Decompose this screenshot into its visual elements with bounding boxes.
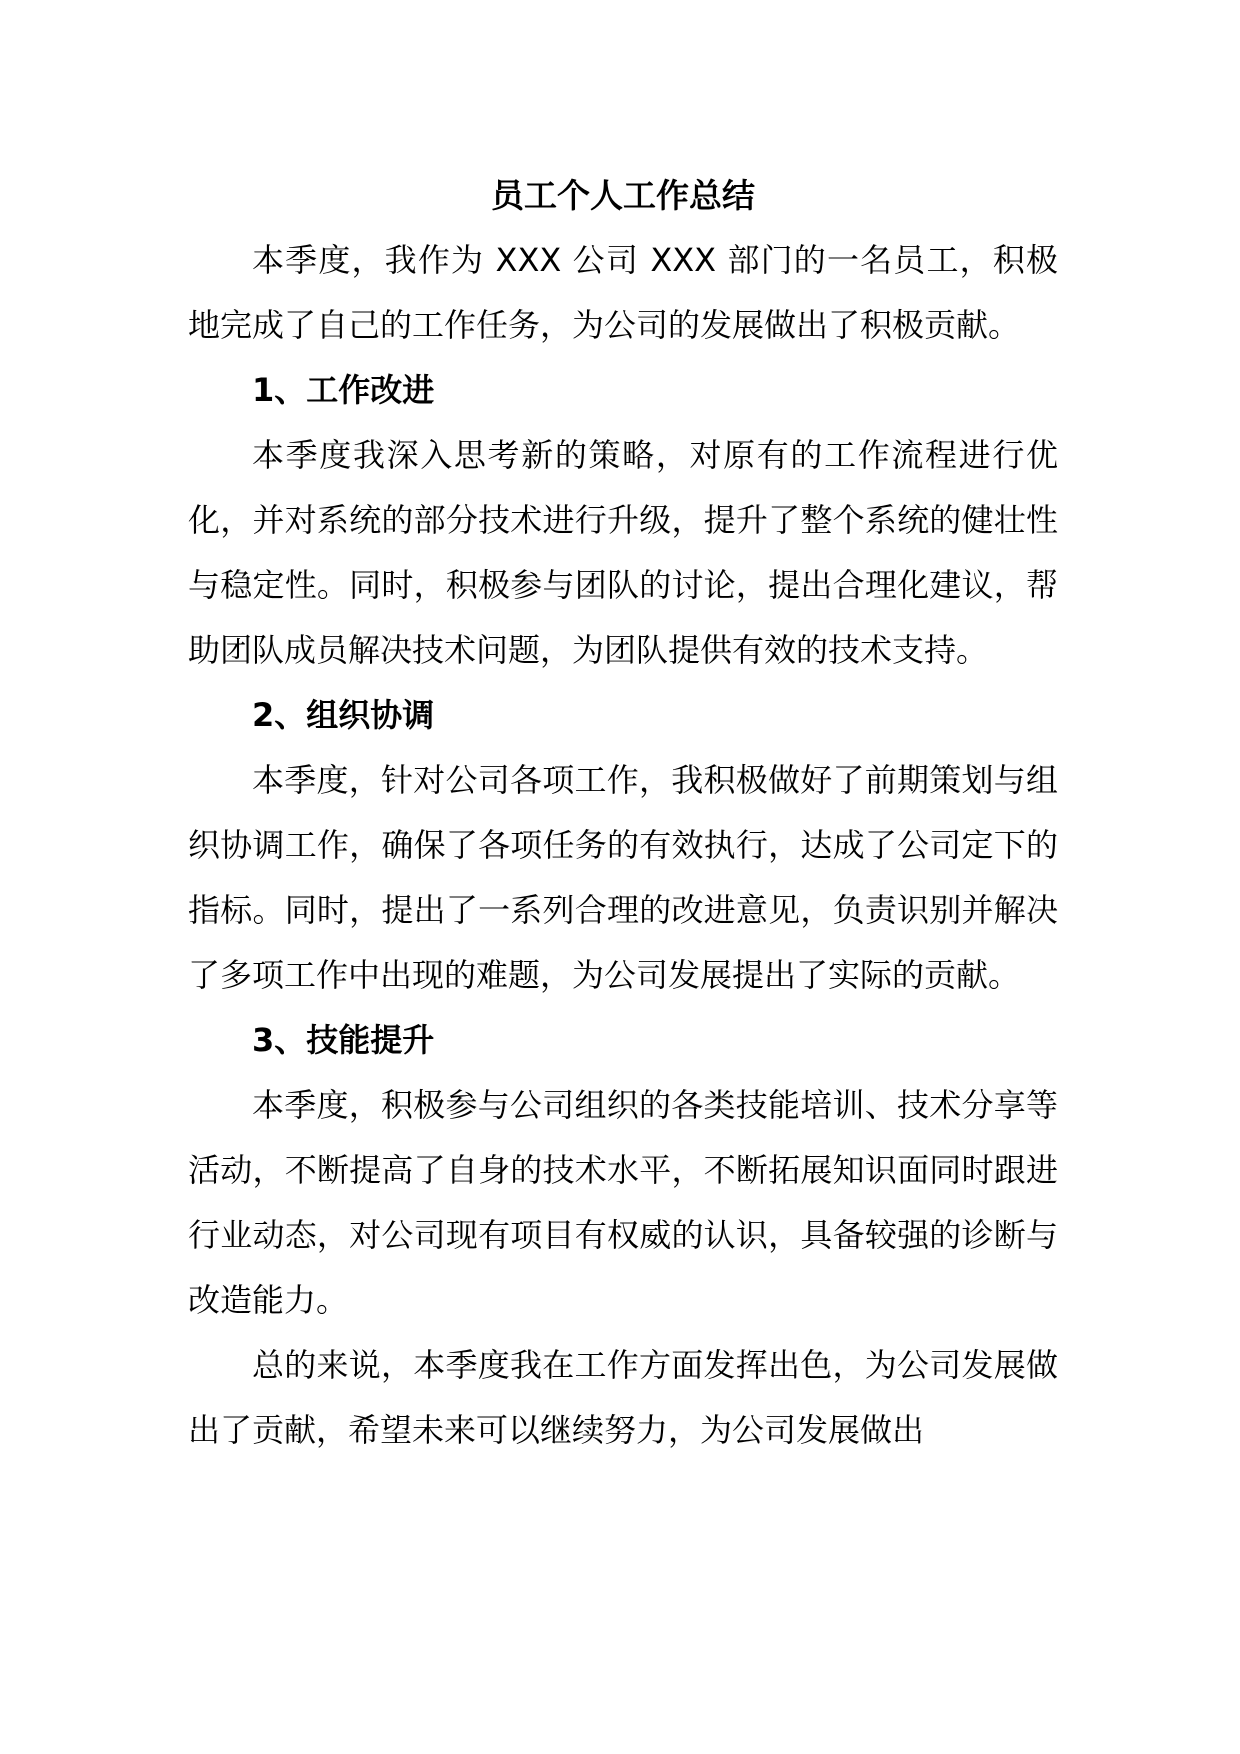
conclusion-paragraph: 总的来说，本季度我在工作方面发挥出色，为公司发展做出了贡献，希望未来可以继续努力，为公司发展做出 — [188, 1346, 1058, 1449]
section-heading-coordination: 2、组织协调 — [252, 696, 435, 734]
document-page — [188, 166, 1058, 1463]
section-heading-work-improvement: 1、工作改进 — [252, 371, 435, 409]
document-title: 员工个人工作总结 — [491, 176, 755, 215]
section-body-skill-improvement: 本季度，积极参与公司组织的各类技能培训、技术分享等活动，不断提高了自身的技术水平，不断拓展知识面同时跟进行业动态，对公司现有项目有权威的认识，具备较强的诊断与改造能力。 — [188, 1086, 1058, 1319]
intro-paragraph: 本季度，我作为 XXX 公司 XXX 部门的一名员工，积极地完成了自己的工作任务，为公司的发展做出了积极贡献。 — [188, 241, 1058, 344]
section-heading-skill-improvement: 3、技能提升 — [252, 1021, 435, 1059]
section-body-work-improvement: 本季度我深入思考新的策略，对原有的工作流程进行优化，并对系统的部分技术进行升级，提升了整个系统的健壮性与稳定性。同时，积极参与团队的讨论，提出合理化建议，帮助团队成员解决技术问题，为团队提供有效的技术支持。 — [188, 436, 1058, 669]
section-body-coordination: 本季度，针对公司各项工作，我积极做好了前期策划与组织协调工作，确保了各项任务的有效执行，达成了公司定下的指标。同时，提出了一系列合理的改进意见，负责识别并解决了多项工作中出现的难题，为公司发展提出了实际的贡献。 — [188, 761, 1058, 994]
